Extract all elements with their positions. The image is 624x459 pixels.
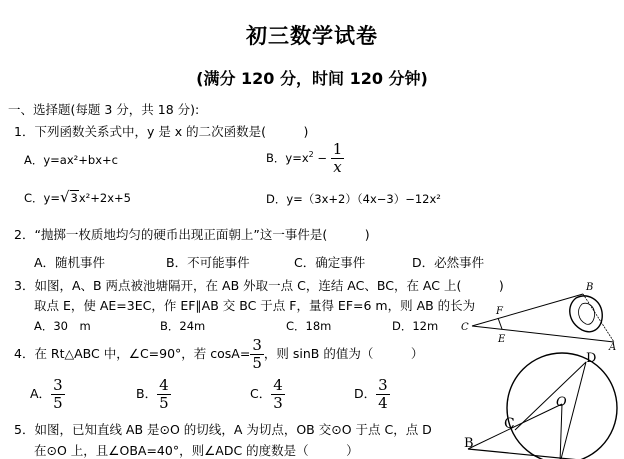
sqrt-icon: √ [59,188,70,206]
q4-option-d [354,377,390,412]
label-e: E [498,334,506,345]
fraction-numerator: 3 [53,376,63,394]
q3-option-b: B．24m [160,319,206,333]
line-ca [472,326,614,342]
line-ob [468,404,562,449]
pond-inner [579,303,595,324]
q2-option-c: C．确定事件 [294,255,366,270]
label-b: B [464,436,474,451]
q4-option-b-fraction [157,377,171,412]
fraction-numerator: 4 [159,376,169,394]
fraction-denominator: 5 [252,354,262,372]
q5-line2: 在⊙O 上，且∠OBA=40°，则∠ADC 的度数是（ ） [34,443,359,458]
label-f: F [496,306,503,317]
fraction-denominator: x [333,158,342,176]
line-oa [560,404,562,459]
q1-option-b-fraction [331,141,345,176]
q4-option-b [136,377,171,412]
q1-option-b-minus: − [313,151,328,165]
q4-option-a [30,377,65,412]
q3-figure [458,278,618,350]
q3-option-c: C．18m [286,319,332,333]
segment-ef [498,318,502,329]
label-c: C [504,416,515,432]
q4-option-d-fraction [376,377,390,412]
q5-figure [462,348,620,459]
label-a: A [609,342,617,350]
q3-line2: 取点 E，使 AE=3EC，作 EF∥AB 交 BC 于点 F，量得 EF=6 m，则 AB 的长为 [34,298,476,313]
q3-option-a: A．30 m [34,319,91,333]
fraction-numerator: 3 [378,376,388,394]
q4-stem [14,337,423,372]
q2-option-b: B．不可能事件 [166,255,250,270]
section-heading: 一、选择题(每题 3 分，共 18 分): [8,102,200,117]
page-subtitle: (满分 120 分，时间 120 分钟) [196,69,428,88]
option-label: C． [250,386,272,401]
line-cb [472,294,583,326]
q1-option-b [266,141,344,176]
q1-option-c-rest: x²+2x+5 [78,191,132,205]
q4-cos-fraction [250,337,264,372]
label-b: B [586,282,594,293]
fraction-denominator: 5 [159,394,169,412]
option-label: A． [30,386,52,401]
q1-option-c-prefix: C．y= [24,191,60,205]
line-dc [515,362,586,430]
label-o: O [556,395,567,410]
q4-option-a-fraction [51,377,65,412]
q2-stem: 2．“抛掷一枚质地均匀的硬币出现正面朝上”这一事件是( ) [14,227,370,242]
page-title: 初三数学试卷 [246,24,378,48]
q3-option-d: D．12m [392,319,439,333]
option-label: D． [354,386,377,401]
fraction-numerator: 3 [252,336,262,354]
q4-stem-pre: 4．在 Rt△ABC 中，∠C=90°，若 cosA= [14,346,251,361]
label-d: D [586,351,597,366]
q2-option-a: A．随机事件 [34,255,106,270]
q1-option-b-prefix: B．y=x [266,151,309,165]
fraction-denominator: 5 [53,394,63,412]
fraction-denominator: 4 [378,394,388,412]
q4-option-c [250,377,285,412]
q1-option-d: D．y=（3x+2）（4x−3）−12x² [266,192,441,206]
label-c: C [461,322,469,333]
q1-option-b-exponent: 2 [308,150,314,160]
q5-line1: 5．如图，已知直线 AB 是⊙O 的切线，A 为切点，OB 交⊙O 于点 C，点 D [14,422,432,437]
q4-stem-post: ，则 sinB 的值为（ ） [263,346,424,361]
fraction-numerator: 4 [273,376,283,394]
q1-option-a: A．y=ax²+bx+c [24,153,118,167]
q1-option-c [24,188,131,206]
pond-outline [570,296,603,332]
q1-stem: 1．下列函数关系式中，y 是 x 的二次函数是( ) [14,124,309,139]
q2-option-d: D．必然事件 [412,255,485,270]
segment-ab [583,294,614,342]
fraction-numerator: 1 [332,140,343,158]
line-ad [560,362,586,459]
q4-option-c-fraction [271,377,285,412]
q1-option-c-radicand: 3 [70,191,78,205]
option-label: B． [136,386,158,401]
q3-line1: 3．如图，A、B 两点被池塘隔开，在 AB 外取一点 C，连结 AC、BC，在 AC 上( ) [14,278,504,293]
fraction-denominator: 3 [273,394,283,412]
